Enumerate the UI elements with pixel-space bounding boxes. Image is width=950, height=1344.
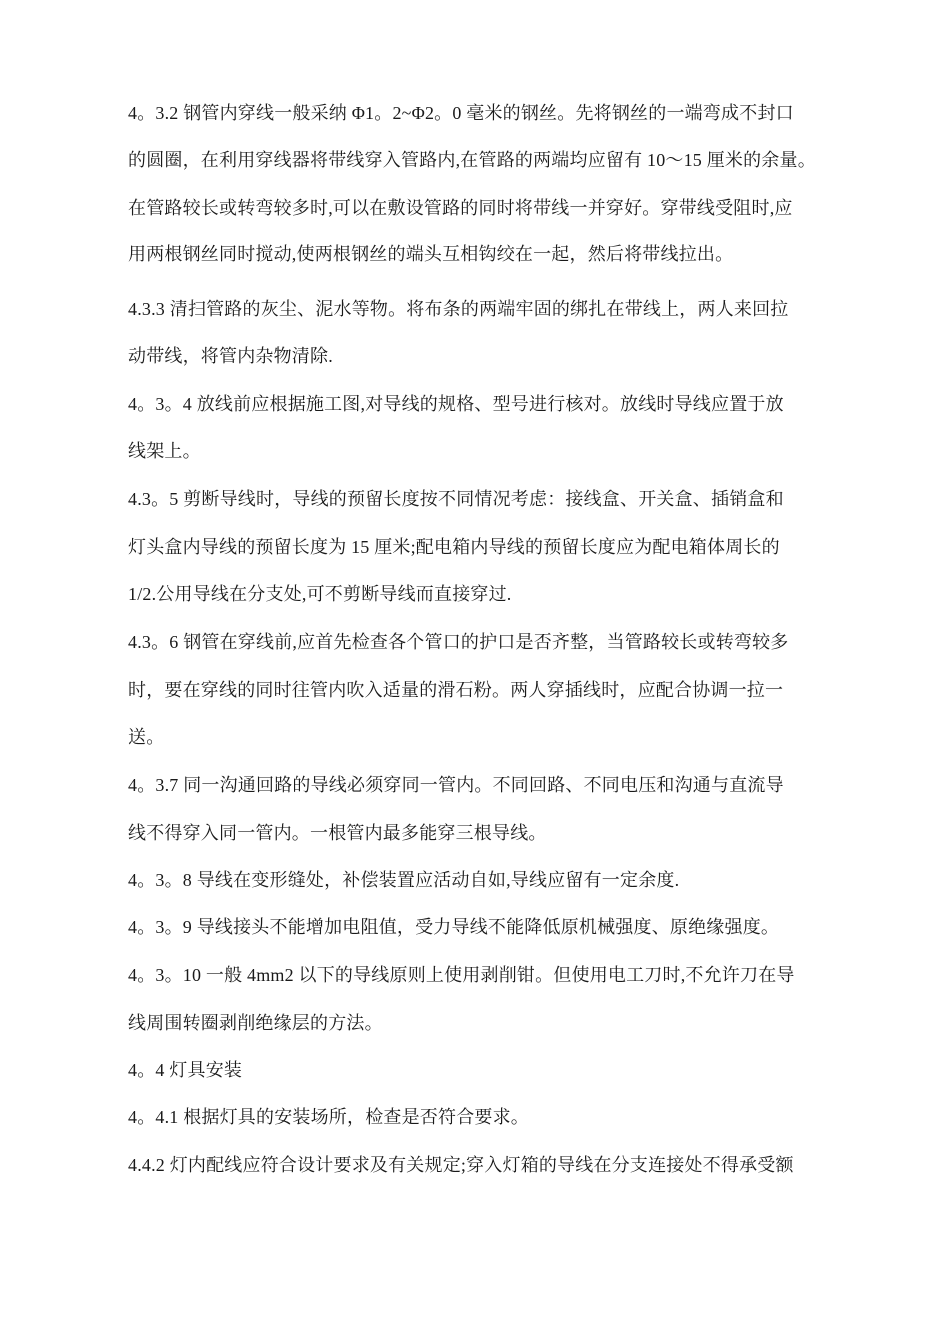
text-line: 时，要在穿线的同时往管内吹入适量的滑石粉。两人穿插线时，应配合协调一拉一 — [128, 680, 784, 700]
text-line: 4.3.3 清扫管路的灰尘、泥水等物。将布条的两端牢固的绑扎在带线上，两人来回拉 — [128, 299, 789, 319]
text-line: 线周围转圈剥削绝缘层的方法。 — [128, 1013, 383, 1033]
text-line: 在管路较长或转弯较多时,可以在敷设管路的同时将带线一并穿好。穿带线受阻时,应 — [128, 198, 793, 218]
text-line: 4。4.1 根据灯具的安装场所，检查是否符合要求。 — [128, 1107, 529, 1127]
text-line: 4。3。10 一般 4mm2 以下的导线原则上使用剥削钳。但使用电工刀时,不允许刀在导 — [128, 965, 795, 985]
text-line: 线架上。 — [128, 441, 201, 461]
text-line: 4。3。8 导线在变形缝处，补偿装置应活动自如,导线应留有一定余度. — [128, 870, 680, 890]
text-line: 4。3.7 同一沟通回路的导线必须穿同一管内。不同回路、不同电压和沟通与直流导 — [128, 775, 784, 795]
text-line: 动带线，将管内杂物清除. — [128, 346, 333, 366]
text-line: 4。3.2 钢管内穿线一般采纳 Φ1。2~Φ2。0 毫米的钢丝。先将钢丝的一端弯成不封口 — [128, 103, 794, 123]
text-line: 4.3。6 钢管在穿线前,应首先检查各个管口的护口是否齐整，当管路较长或转弯较多 — [128, 632, 789, 652]
section-heading: 4。4 灯具安装 — [128, 1060, 243, 1080]
text-line: 1/2.公用导线在分支处,可不剪断导线而直接穿过. — [128, 584, 512, 604]
text-line: 4.4.2 灯内配线应符合设计要求及有关规定;穿入灯箱的导线在分支连接处不得承受额 — [128, 1155, 794, 1175]
text-line: 用两根钢丝同时搅动,使两根钢丝的端头互相钩绞在一起，然后将带线拉出。 — [128, 244, 734, 264]
text-line: 灯头盒内导线的预留长度为 15 厘米;配电箱内导线的预留长度应为配电箱体周长的 — [128, 537, 780, 557]
text-line: 送。 — [128, 727, 165, 747]
text-line: 4.3。5 剪断导线时，导线的预留长度按不同情况考虑：接线盒、开关盒、插销盒和 — [128, 489, 784, 509]
text-line: 4。3。9 导线接头不能增加电阻值，受力导线不能降低原机械强度、原绝缘强度。 — [128, 917, 780, 937]
text-line: 4。3。4 放线前应根据施工图,对导线的规格、型号进行核对。放线时导线应置于放 — [128, 394, 784, 414]
text-line: 的圆圈，在利用穿线器将带线穿入管路内,在管路的两端均应留有 10～15 厘米的余量。 — [128, 150, 816, 170]
text-line: 线不得穿入同一管内。一根管内最多能穿三根导线。 — [128, 823, 547, 843]
